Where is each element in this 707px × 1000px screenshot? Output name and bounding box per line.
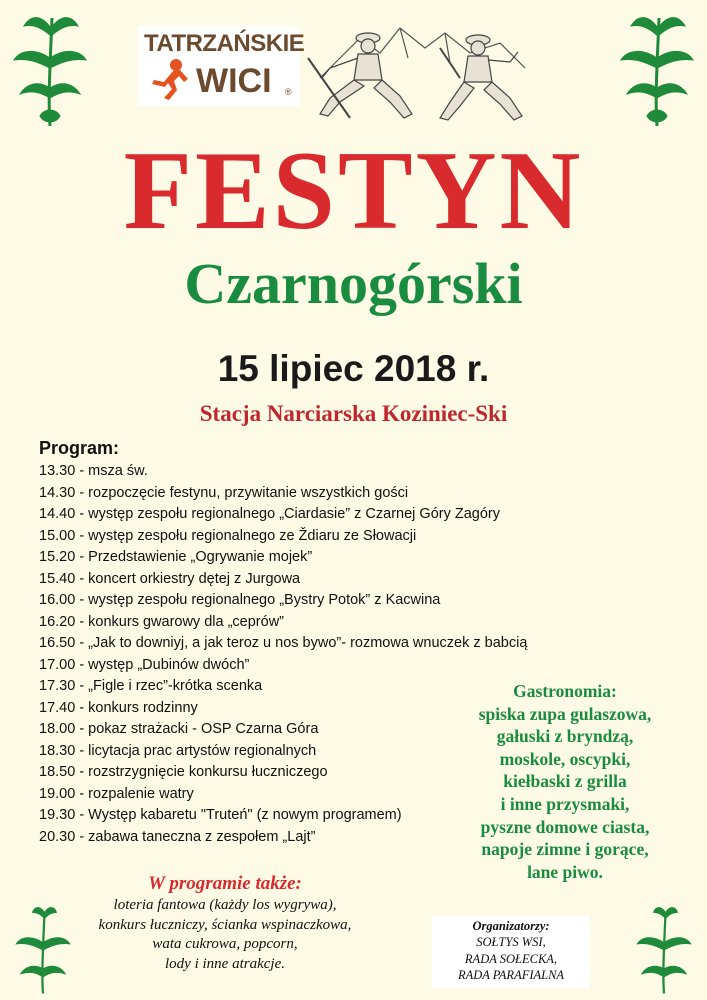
program-item: 18.00 - pokaz strażacki - OSP Czarna Góra: [39, 721, 319, 737]
program-item: 19.00 - rozpalenie watry: [39, 785, 194, 802]
floral-ornament-bottom-right: [629, 905, 699, 995]
program-item: 15.20 - Przedstawienie „Ogrywanie mojek”: [39, 549, 313, 565]
organizer-line: SOŁTYS WSI,: [476, 935, 546, 949]
program-item: 19.30 - Występ kabaretu "Truteń" (z nowym programem): [39, 807, 402, 823]
registered-mark: ®: [285, 87, 292, 97]
gastronomy-line: moskole, oscypki,: [499, 748, 631, 769]
gastronomy-line: napoje zimne i gorące,: [481, 839, 649, 860]
gastronomy-line: i inne przysmaki,: [500, 793, 630, 814]
program-item: 20.30 - zabawa taneczna z zespołem „Lajt”: [39, 828, 316, 845]
floral-ornament-top-right: [617, 8, 697, 128]
program-heading: Program:: [39, 438, 120, 458]
program-item: 16.00 - występ zespołu regionalnego „Bystry Potok” z Kacwina: [39, 592, 441, 608]
poster-subtitle: Czarnogórski: [184, 251, 523, 316]
program-item: 14.40 - występ zespołu regionalnego „Ciardasie” z Czarnej Góry Zagóry: [39, 506, 500, 522]
event-venue: Stacja Narciarska Koziniec-Ski: [199, 401, 508, 426]
also-heading: W programie także:: [148, 873, 302, 894]
tatrzanskie-wici-logo: [138, 26, 305, 106]
also-line: konkurs łuczniczy, ścianka wspinaczkowa,: [98, 916, 352, 933]
floral-ornament-top-left: [10, 8, 90, 128]
program-item: 17.30 - „Figle i rzec”-krótka scenka: [39, 678, 263, 694]
poster-title: FESTYN: [123, 129, 584, 253]
program-item: 13.30 - msza św.: [39, 463, 148, 479]
program-item: 16.50 - „Jak to downiyj, a jak teroz u nos bywo”- rozmowa wnuczek z babcią: [39, 635, 528, 651]
program-item: 17.00 - występ „Dubinów dwóch”: [39, 656, 250, 673]
gastronomy-section: [440, 680, 690, 883]
gastronomy-line: lane piwo.: [527, 861, 603, 882]
organizer-line: RADA PARAFIALNA: [457, 968, 565, 982]
program-item: 14.30 - rozpoczęcie festynu, przywitanie wszystkich gości: [39, 484, 409, 501]
logo-line-2: WICI: [196, 62, 272, 100]
also-line: lody i inne atrakcje.: [165, 955, 285, 972]
program-item: 18.50 - rozstrzygnięcie konkursu łuczniczego: [39, 764, 328, 780]
also-line: wata cukrowa, popcorn,: [152, 936, 298, 952]
program-item: 15.00 - występ zespołu regionalnego ze Ždiaru ze Słowacji: [39, 527, 417, 544]
gastronomy-line: pyszne domowe ciasta,: [480, 816, 650, 837]
gastronomy-line: spiska zupa gulaszowa,: [478, 703, 652, 724]
organizer-line: RADA SOŁECKA,: [464, 951, 558, 966]
gastronomy-line: kiełbaski z grilla: [503, 771, 627, 792]
also-line: loteria fantowa (każdy los wygrywa),: [113, 897, 337, 913]
highlander-dancers-illustration: [300, 18, 530, 128]
organizers-box: [432, 916, 590, 988]
program-item: 15.40 - koncert orkiestry dętej z Jurgowa: [39, 570, 301, 587]
gastronomy-line: gałuski z bryndzą,: [496, 726, 634, 747]
program-item: 16.20 - konkurs gwarowy dla „ceprów”: [39, 613, 284, 630]
program-item: 18.30 - licytacja prac artystów regionalnych: [39, 742, 317, 759]
also-in-program-section: [65, 872, 385, 974]
organizers-heading: Organizatorzy:: [472, 919, 550, 933]
program-item: 17.40 - konkurs rodzinny: [39, 699, 198, 716]
logo-line-1: TATRZAŃSKIE: [144, 30, 305, 57]
event-date: 15 lipiec 2018 r.: [217, 348, 490, 389]
gastronomy-heading: Gastronomia:: [513, 681, 617, 701]
runner-icon: [146, 56, 192, 102]
